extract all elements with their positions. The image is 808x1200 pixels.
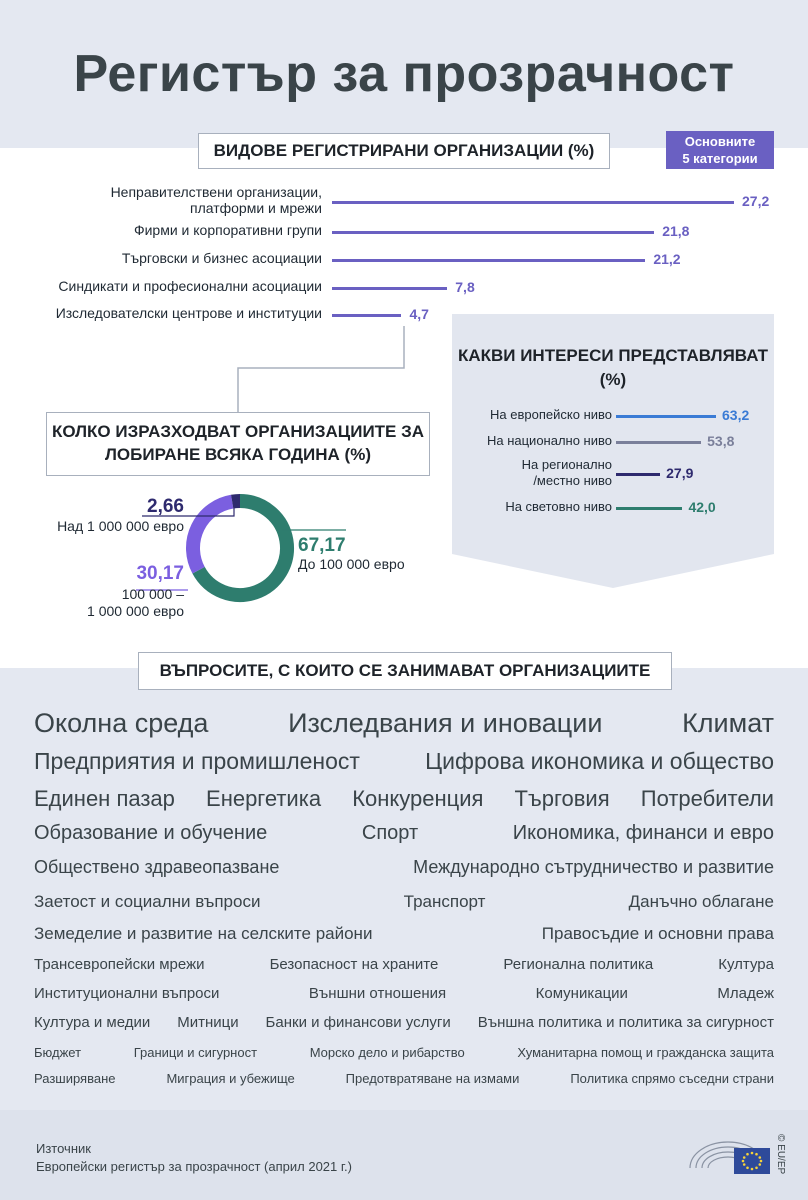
issues-row bbox=[34, 985, 774, 1002]
types-bar-value: 7,8 bbox=[455, 279, 475, 295]
issue-word: Околна среда bbox=[34, 708, 209, 738]
types-bar-value: 4,7 bbox=[409, 306, 429, 322]
issue-word: Предприятия и промишленост bbox=[34, 748, 360, 774]
issue-word: Данъчно облагане bbox=[628, 892, 774, 911]
issue-word: Външна политика и политика за сигурност bbox=[477, 1014, 774, 1031]
issue-word: Култура и медии bbox=[34, 1014, 151, 1031]
issue-word: Бюджет bbox=[34, 1045, 82, 1060]
issues-row bbox=[34, 822, 774, 845]
donut-slice-value: 67,17 bbox=[298, 535, 346, 556]
issues-row bbox=[34, 857, 774, 878]
issue-word: Енергетика bbox=[206, 786, 322, 811]
issue-word: Цифрова икономика и общество bbox=[425, 748, 774, 774]
issue-word: Обществено здравеопазване bbox=[34, 857, 280, 877]
issue-word: Култура bbox=[718, 956, 774, 973]
issue-word: Регионална политика bbox=[503, 956, 654, 973]
types-bar-value: 21,8 bbox=[662, 223, 690, 239]
types-bar-label: Синдикати и професионални асоциации bbox=[58, 278, 322, 294]
issue-word: Безопасност на храните bbox=[269, 956, 439, 973]
issue-word: Разширяване bbox=[34, 1071, 116, 1086]
spending-chart-title: КОЛКО ИЗРАЗХОДВАТ ОРГАНИЗАЦИИТЕ ЗА ЛОБИРАНЕ ВСЯКА ГОДИНА (%) bbox=[46, 412, 430, 476]
donut-slice-label: Над 1 000 000 евро bbox=[57, 518, 184, 534]
donut-slice-value: 30,17 bbox=[136, 563, 184, 584]
interests-bar-value: 42,0 bbox=[688, 499, 716, 515]
issue-word: Климат bbox=[682, 708, 774, 738]
issue-word: Правосъдие и основни права bbox=[541, 924, 774, 943]
donut-slice-label: 100 000 – 1 000 000 евро bbox=[87, 586, 184, 619]
issue-word: Външни отношения bbox=[308, 985, 447, 1002]
issues-title: ВЪПРОСИТЕ, С КОИТО СЕ ЗАНИМАВАТ ОРГАНИЗАЦИИТЕ bbox=[138, 652, 672, 690]
interests-bar-value: 53,8 bbox=[707, 433, 735, 449]
issues-row bbox=[34, 708, 774, 739]
issue-word: Транспорт bbox=[403, 892, 486, 911]
issue-word: Изследвания и иновации bbox=[288, 708, 603, 738]
badge-line-1: Основните bbox=[684, 134, 756, 149]
european-parliament-logo bbox=[684, 1128, 774, 1176]
issues-row bbox=[34, 748, 774, 775]
issues-row bbox=[34, 1014, 774, 1031]
types-bar-label: Търговски и бизнес асоциации bbox=[121, 250, 322, 266]
issue-word: Комуникации bbox=[535, 985, 628, 1002]
issues-row bbox=[34, 1071, 774, 1086]
interests-chart-title: КАКВИ ИНТЕРЕСИ ПРЕДСТАВЛЯВАТ (%) bbox=[457, 346, 769, 389]
issues-row bbox=[34, 786, 774, 812]
interests-bar-value: 27,9 bbox=[666, 465, 694, 481]
types-bar-label: Неправителствени организации, платформи и мрежи bbox=[110, 184, 322, 216]
issue-word: Единен пазар bbox=[34, 786, 175, 811]
issue-word: Икономика, финанси и евро bbox=[512, 822, 774, 844]
interests-bar-label: На европейско ниво bbox=[490, 407, 612, 422]
donut-slice-value: 2,66 bbox=[147, 496, 184, 517]
interests-bar-label: На национално ниво bbox=[486, 433, 612, 448]
issue-word: Хуманитарна помощ и гражданска защита bbox=[517, 1045, 774, 1060]
issues-row bbox=[34, 924, 774, 944]
interests-bar-label: На световно ниво bbox=[505, 499, 612, 514]
issue-word: Банки и финансови услуги bbox=[265, 1014, 451, 1031]
issue-word: Предотвратяване на измами bbox=[345, 1071, 520, 1086]
issue-word: Политика спрямо съседни страни bbox=[570, 1071, 774, 1086]
source-label: Източник bbox=[36, 1141, 91, 1156]
issue-word: Земеделие и развитие на селските райони bbox=[34, 924, 373, 943]
issue-word: Търговия bbox=[514, 786, 610, 811]
badge-line-2: 5 категории bbox=[682, 151, 758, 166]
issue-word: Спорт bbox=[361, 822, 419, 844]
types-bar-label: Изследователски центрове и институции bbox=[55, 305, 322, 321]
issue-word: Международно сътрудничество и развитие bbox=[413, 857, 774, 877]
interests-bar-value: 63,2 bbox=[722, 407, 750, 423]
issue-word: Конкуренция bbox=[352, 786, 484, 811]
issue-word: Заетост и социални въпроси bbox=[34, 892, 261, 911]
source-text: Европейски регистър за прозрачност (април 2021 г.) bbox=[36, 1159, 352, 1174]
interests-bar-label: На регионално /местно ниво bbox=[521, 457, 612, 488]
types-bar-value: 27,2 bbox=[742, 193, 770, 209]
issue-word: Миграция и убежище bbox=[166, 1071, 295, 1086]
issue-word: Потребители bbox=[640, 786, 774, 811]
issues-row bbox=[34, 1045, 774, 1060]
issue-word: Институционални въпроси bbox=[34, 985, 220, 1002]
issues-row bbox=[34, 956, 774, 973]
issue-word: Образование и обучение bbox=[34, 822, 268, 844]
issues-row bbox=[34, 892, 774, 912]
issue-word: Морско дело и рибарство bbox=[309, 1045, 465, 1060]
page-title: Регистър за прозрачност bbox=[73, 45, 735, 103]
types-bar-value: 21,2 bbox=[653, 251, 681, 267]
issue-word: Трансевропейски мрежи bbox=[34, 956, 205, 973]
issue-word: Младеж bbox=[717, 985, 774, 1002]
types-bar-label: Фирми и корпоративни групи bbox=[133, 222, 322, 238]
copyright-credit: © EU/EP bbox=[775, 1134, 786, 1175]
donut-slice-label: До 100 000 евро bbox=[298, 556, 405, 572]
types-chart-title: ВИДОВЕ РЕГИСТРИРАНИ ОРГАНИЗАЦИИ (%) bbox=[198, 133, 610, 169]
issue-word: Митници bbox=[177, 1014, 239, 1031]
issue-word: Граници и сигурност bbox=[133, 1045, 258, 1060]
